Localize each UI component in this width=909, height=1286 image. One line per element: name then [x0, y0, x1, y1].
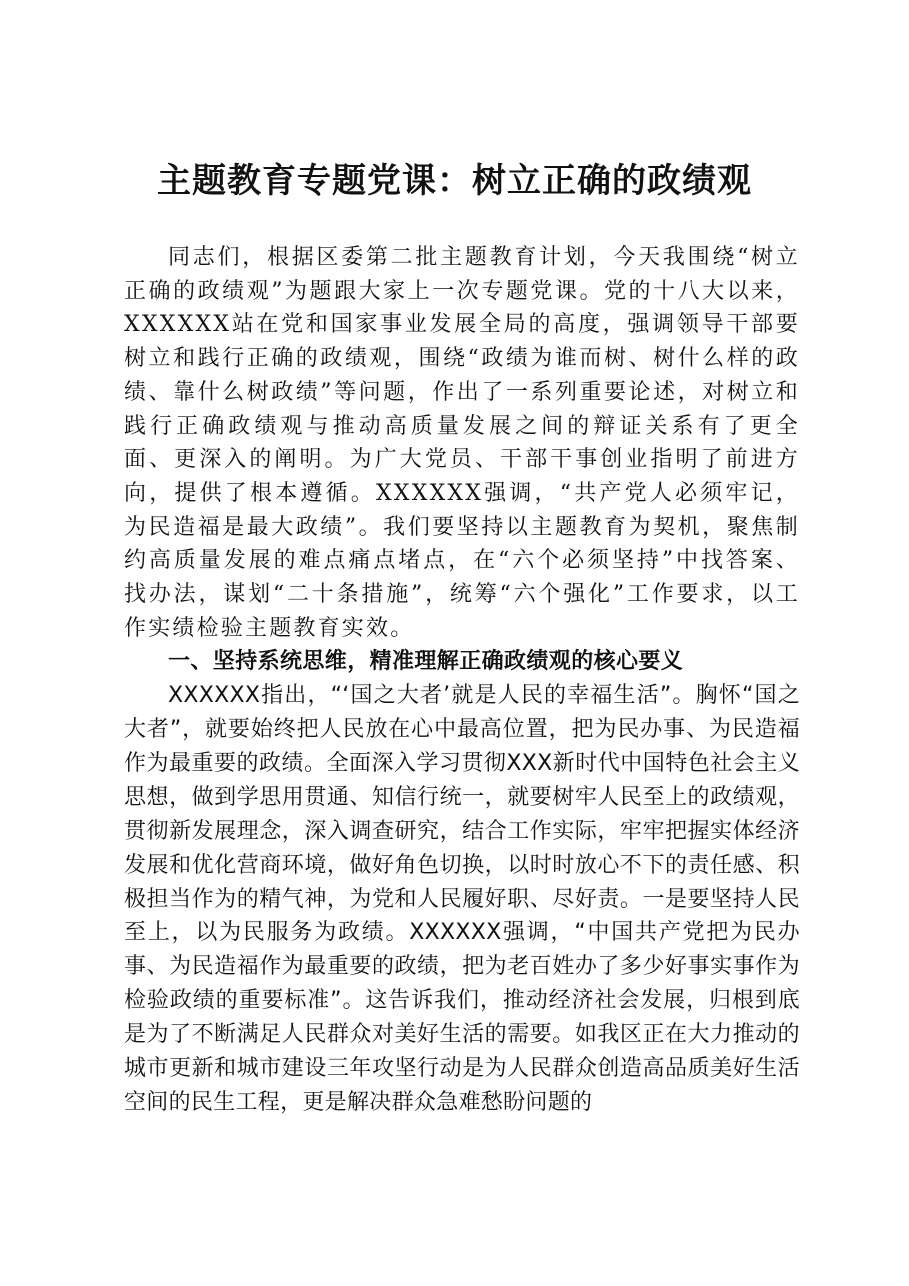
document-title: 主题教育专题党课：树立正确的政绩观	[157, 161, 752, 201]
section-heading-1: 一、坚持系统思维，精准理解正确政绩观的核心要义	[168, 649, 684, 675]
document-body	[124, 241, 800, 1120]
section-paragraph-1: XXXXXX指出，“‘国之大者’就是人民的幸福生活”。胸怀“国之大者”，就要始终把人民放在心中最高位置，把为民办事、为民造福作为最重要的政绩。全面深入学习贯彻XXX新时代中国特色社会主义思想，做到学思用贯通、知信行统一，就要树牢人民至上的政绩观，贯彻新发展理念，深入调查研究，结合工作实际，牢牢把握实体经济发展和优化营商环境，做好角色切换，以时时放心不下的责任感、积极担当作为的精气神，为党和人民履好职、尽好责。一是要坚持人民至上，以为民服务为政绩。XXXXXX强调，“中国共产党把为民办事、为民造福作为最重要的政绩，把为老百姓办了多少好事实事作为检验政绩的重要标准”。这告诉我们，推动经济社会发展，归根到底是为了不断满足人民群众对美好生活的需要。如我区正在大力推动的城市更新和城市建设三年攻坚行动是为人民群众创造高品质美好生活空间的民生工程，更是解决群众急难愁盼问题的	[124, 683, 800, 1116]
intro-paragraph: 同志们，根据区委第二批主题教育计划，今天我围绕“树立正确的政绩观”为题跟大家上一次专题党课。党的十八大以来，XXXXXX站在党和国家事业发展全局的高度，强调领导干部要树立和践行正确的政绩观，围绕“政绩为谁而树、树什么样的政绩、靠什么树政绩”等问题，作出了一系列重要论述，对树立和践行正确政绩观与推动高质量发展之间的辩证关系有了更全面、更深入的阐明。为广大党员、干部干事创业指明了前进方向，提供了根本遵循。XXXXXX强调，“共产党人必须牢记，为民造福是最大政绩”。我们要坚持以主题教育为契机，聚焦制约高质量发展的难点痛点堵点，在“六个必须坚持”中找答案、找办法，谋划“二十条措施”，统筹“六个强化”工作要求，以工作实绩检验主题教育实效。	[124, 245, 800, 641]
